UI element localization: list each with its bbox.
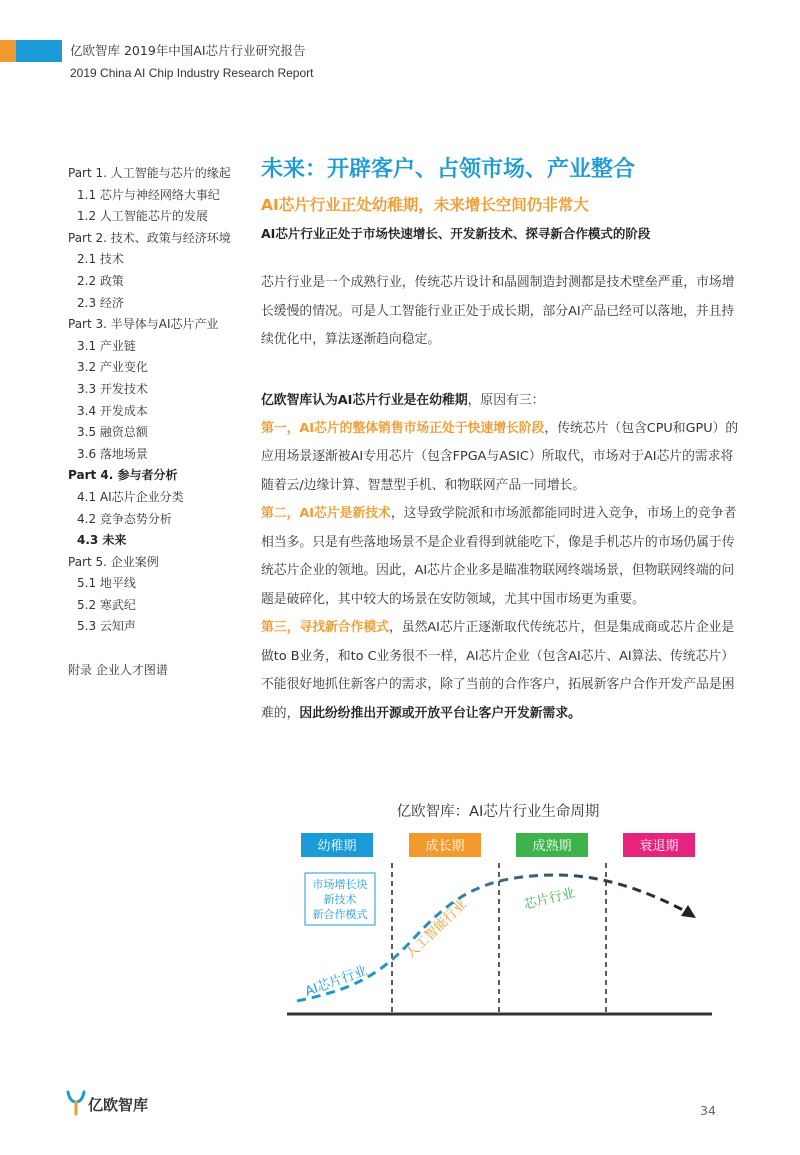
page-subtitle: AI芯片行业正处幼稚期，未来增长空间仍非常大 [261, 196, 589, 214]
toc-appendix[interactable]: 附录 企业人才图谱 [68, 663, 168, 678]
stage-label: 成长期 [425, 839, 465, 854]
page-title: 未来：开辟客户、占领市场、产业整合 [261, 157, 636, 182]
curve-label-ai-chip: AI芯片行业 [303, 963, 370, 1000]
main-content [261, 150, 741, 728]
header-accent-blue [16, 40, 62, 62]
reasons-heading-rest: ，原因有三： [467, 392, 545, 408]
toc-item[interactable]: 2.3 经济 [77, 295, 124, 310]
toc-item[interactable]: Part 5. 企业案例 [68, 554, 159, 569]
stage-label: 幼稚期 [317, 839, 357, 854]
header-title-en: 2019 China AI Chip Industry Research Report [70, 66, 314, 80]
paragraph-intro: 芯片行业是一个成熟行业，传统芯片设计和晶圆制造封测都是技术壁垒严重，市场增长缓慢的情况。可是人工智能行业正处于成长期，部分AI产品已经可以落地，并且持续优化中，算法逐渐趋向稳定。 [261, 275, 735, 347]
toc-item[interactable]: Part 1. 人工智能与芯片的缘起 [68, 166, 231, 180]
toc-item[interactable]: Part 4. 参与者分析 [68, 468, 178, 483]
toc-item[interactable]: 3.2 产业变化 [77, 360, 148, 375]
feature-box-line-2: 新技术 [323, 893, 357, 906]
reason-2-text: ，这导致学院派和市场派都能同时进入竞争，市场上的竞争者相当多。只是有些落地场景不是企业看得到就能吃下，像是手机芯片的市场仍属于传统芯片企业的领地。因此，AI芯片企业多是瞄准物联网终端场景，但物联网终端的问题是破碎化，其中较大的场景在安防领域，尤其中国市场更为重要。 [261, 506, 737, 607]
reasons-heading-bold: 亿欧智库认为AI芯片行业是在幼稚期 [261, 392, 468, 408]
reason-2-label: 第二，AI芯片是新技术 [261, 506, 391, 521]
toc-item[interactable]: 3.5 融资总额 [77, 425, 148, 440]
stage-group [301, 833, 695, 857]
toc-item[interactable]: 3.6 落地场景 [77, 446, 148, 461]
toc-item[interactable]: 4.1 AI芯片企业分类 [77, 489, 184, 504]
toc-item[interactable]: 5.2 寒武纪 [77, 597, 136, 612]
reason-2 [261, 500, 741, 614]
lead-sentence: AI芯片行业正处于市场快速增长、开发新技术、探寻新合作模式的阶段 [261, 226, 651, 241]
header-accent-orange [0, 40, 16, 62]
reason-1 [261, 415, 741, 501]
reason-3 [261, 614, 741, 728]
toc-item[interactable]: 4.3 未来 [77, 533, 127, 548]
reason-3-text: ，虽然AI芯片正逐渐取代传统芯片，但是集成商或芯片企业是做to B业务，和to C业务很不一样，AI芯片企业（包含AI芯片、AI算法、传统芯片）不能很好地抓住新客户的需求，除了当前的合作客户，拓展新客户合作开发产品是困难的， [261, 620, 735, 721]
page-number: 34 [700, 1103, 716, 1118]
toc-item[interactable]: 1.2 人工智能芯片的发展 [77, 209, 208, 224]
stage-label: 衰退期 [639, 839, 679, 854]
toc-item[interactable]: 2.2 政策 [77, 273, 124, 288]
curve-label-chip-industry: 芯片行业 [522, 885, 577, 913]
toc-item[interactable]: 5.3 云知声 [77, 619, 136, 634]
toc-item[interactable]: Part 3. 半导体与AI芯片产业 [68, 317, 219, 332]
toc-item[interactable]: 1.1 芯片与神经网络大事纪 [77, 187, 220, 202]
stage-label: 成熟期 [532, 839, 572, 854]
toc-item[interactable]: 3.1 产业链 [77, 338, 136, 353]
toc-item[interactable]: 2.1 技术 [77, 252, 124, 267]
reason-3-emphasis: 因此纷纷推出开源或开放平台让客户开发新需求。 [299, 705, 581, 721]
reason-3-label: 第三，寻找新合作模式 [261, 620, 389, 635]
lifecycle-diagram [285, 825, 715, 1025]
table-of-contents [68, 163, 243, 682]
reasons-heading [261, 387, 741, 415]
chart-title: 亿欧智库：AI芯片行业生命周期 [396, 804, 600, 820]
header-title-cn: 亿欧智库 2019年中国AI芯片行业研究报告 [70, 43, 306, 58]
toc-list [68, 163, 243, 638]
toc-item[interactable]: 5.1 地平线 [77, 576, 136, 591]
feature-box-line-1: 市场增长块 [312, 878, 368, 891]
toc-item[interactable]: Part 2. 技术、政策与经济环境 [68, 230, 231, 245]
curve-arrowhead [681, 905, 696, 918]
toc-item[interactable]: 4.2 竞争态势分析 [77, 511, 172, 526]
curve-label-ai-industry: 人工智能行业 [403, 896, 470, 962]
reason-1-text: ，传统芯片（包含CPU和GPU）的应用场景逐渐被AI专用芯片（包含FPGA与ASIC）所取代，市场对于AI芯片的需求将随着云/边缘计算、智慧型手机、和物联网产品一同增长。 [261, 420, 739, 493]
logo-text: 亿欧智库 [88, 1096, 149, 1114]
feature-box-line-3: 新合作模式 [312, 908, 368, 921]
toc-item[interactable]: 3.4 开发成本 [77, 403, 148, 418]
toc-item[interactable]: 3.3 开发技术 [77, 381, 148, 396]
yiou-logo [66, 1088, 166, 1118]
reason-1-label: 第一，AI芯片的整体销售市场正处于快速增长阶段 [261, 420, 545, 436]
